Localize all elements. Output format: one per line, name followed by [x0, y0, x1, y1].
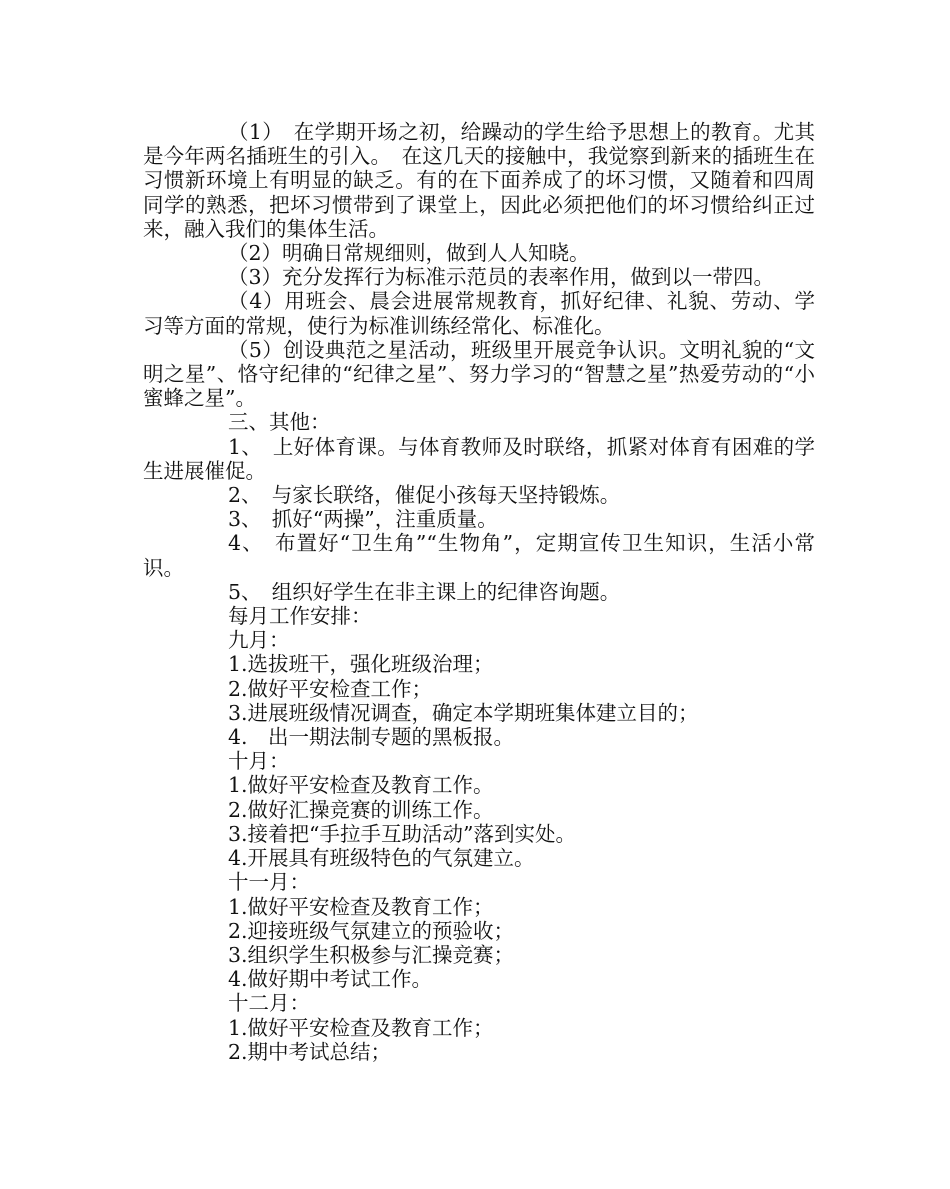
- document-body: [143, 120, 815, 1064]
- paragraph-item-2: （2）明确日常规细则，做到人人知晓。: [228, 241, 590, 266]
- other-item-5: 5、 组织好学生在非主课上的纪律咨询题。: [228, 579, 621, 604]
- october-item-3: 3.接着把“手拉手互助活动”落到实处。: [228, 821, 577, 846]
- paragraph-item-4: （4）用班会、晨会进展常规教育，抓好纪律、礼貌、劳动、学习等方面的常规，使行为标准训练经常化、标准化。: [143, 289, 815, 338]
- november-item-1: 1.做好平安检查及教育工作；: [228, 894, 494, 919]
- november-item-4: 4.做好期中考试工作。: [228, 967, 433, 992]
- section-heading-other: 三、其他：: [228, 410, 331, 435]
- month-heading-september: 九月：: [228, 628, 290, 653]
- month-heading-october: 十月：: [228, 749, 290, 774]
- month-heading-december: 十二月：: [228, 991, 310, 1016]
- paragraph-item-5: （5）创设典范之星活动，班级里开展竞争认识。文明礼貌的“文明之星”、恪守纪律的“纪律之星”、努力学习的“智慧之星”热爱劳动的“小蜜蜂之星”。: [143, 337, 815, 411]
- other-item-2: 2、 与家长联络，催促小孩每天坚持锻炼。: [228, 483, 621, 508]
- december-item-2: 2.期中考试总结；: [228, 1039, 392, 1064]
- november-item-3: 3.组织学生积极参与汇操竞赛；: [228, 942, 515, 967]
- paragraph-item-1: （1） 在学期开场之初，给躁动的学生给予思想上的教育。尤其是今年两名插班生的引入。 在这几天的接触中，我觉察到新来的插班生在习惯新环境上有明显的缺乏。有的在下面养成了的坏习惯，又随着和四周同学的熟悉，把坏习惯带到了课堂上，因此必须把他们的坏习惯给纠正过来，融入我们的集体生活。: [143, 120, 815, 241]
- september-item-1: 1.选拔班干，强化班级治理；: [228, 652, 494, 677]
- november-item-2: 2.迎接班级气氛建立的预验收；: [228, 918, 515, 943]
- other-item-4: 4、 布置好“卫生角”“生物角”，定期宣传卫生知识，生活小常识。: [143, 531, 815, 580]
- october-item-4: 4.开展具有班级特色的气氛建立。: [228, 846, 535, 871]
- month-heading-november: 十一月：: [228, 870, 310, 895]
- october-item-2: 2.做好汇操竞赛的训练工作。: [228, 797, 494, 822]
- other-item-1: 1、 上好体育课。与体育教师及时联络，抓紧对体育有困难的学生进展催促。: [143, 434, 815, 483]
- september-item-4: 4. 出一期法制专题的黑板报。: [228, 725, 515, 750]
- other-item-3: 3、 抓好“两操”，注重质量。: [228, 507, 498, 532]
- paragraph-item-3: （3）充分发挥行为标准示范员的表率作用，做到以一带四。: [228, 265, 775, 290]
- december-item-1: 1.做好平安检查及教育工作；: [228, 1015, 494, 1040]
- monthly-plan-heading: 每月工作安排：: [228, 604, 372, 629]
- october-item-1: 1.做好平安检查及教育工作。: [228, 773, 494, 798]
- september-item-2: 2.做好平安检查工作；: [228, 676, 433, 701]
- september-item-3: 3.进展班级情况调查，确定本学期班集体建立目的；: [228, 700, 699, 725]
